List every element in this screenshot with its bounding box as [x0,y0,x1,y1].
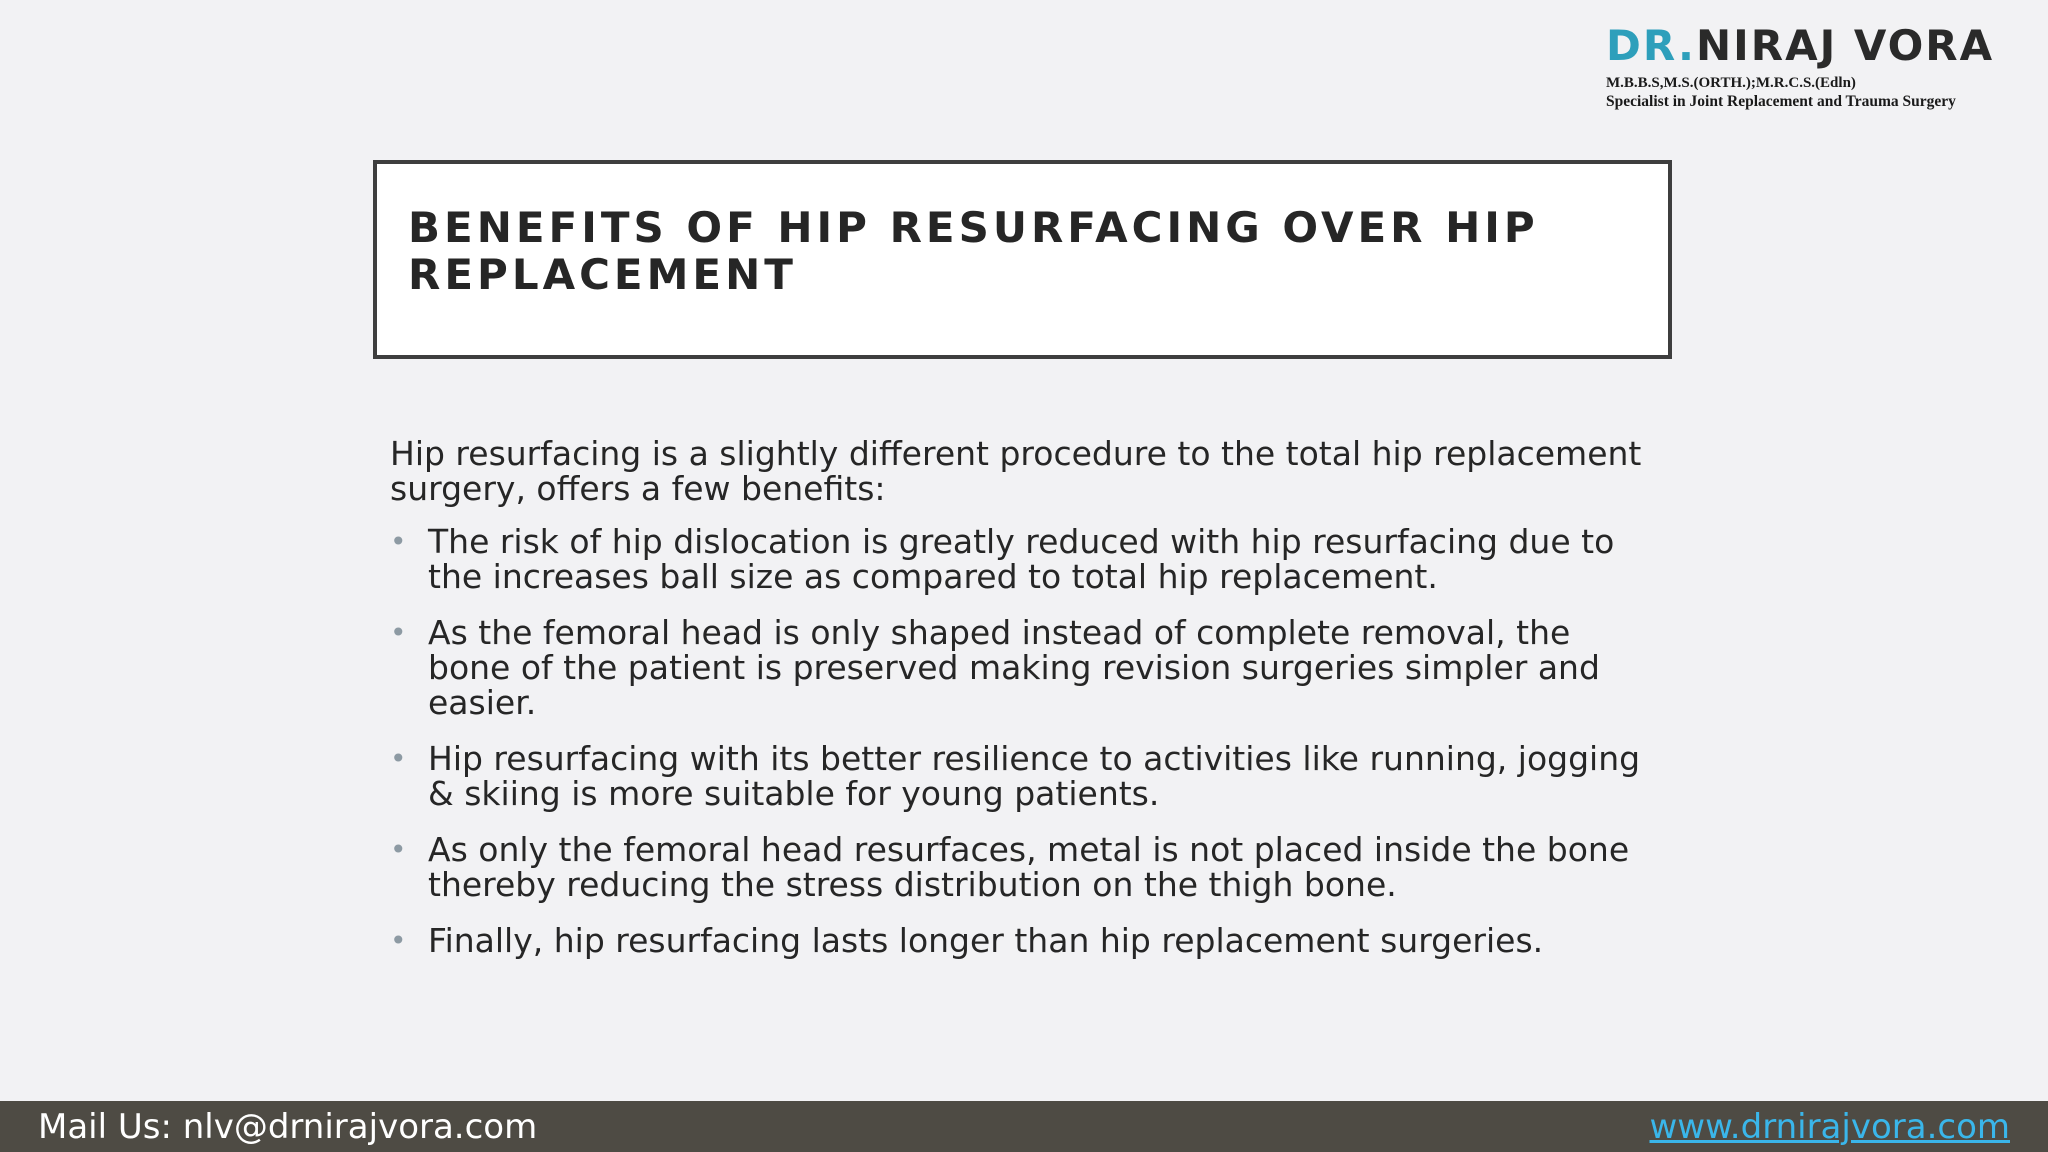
website-link[interactable]: www.drnirajvora.com [1649,1106,2010,1147]
bullet-text: Hip resurfacing with its better resilience to activities like running, jogging & skiing is more suitable for young patients. [428,739,1641,813]
bullet-dot-icon: • [390,742,407,775]
bullet-list [390,524,1660,958]
bullet-item [390,923,1660,958]
footer-mail: Mail Us: nlv@drnirajvora.com [38,1106,538,1147]
intro-text: Hip resurfacing is a slightly different procedure to the total hip replacement surgery, offers a few benefits: [390,434,1642,508]
bullet-text: The risk of hip dislocation is greatly reduced with hip resurfacing due to the increases ball size as compared to total hip replacement. [428,522,1615,596]
bullet-dot-icon: • [390,616,407,649]
bullet-item [390,615,1660,720]
logo [1606,22,2026,112]
bullet-dot-icon: • [390,833,407,866]
logo-name [1606,22,2026,70]
logo-surname: NIRAJ VORA [1695,21,1995,70]
logo-specialty: Specialist in Joint Replacement and Trauma Surgery [1606,93,1956,110]
bullet-item [390,524,1660,594]
bullet-item [390,741,1660,811]
bullet-dot-icon: • [390,525,407,558]
logo-prefix: DR. [1606,21,1696,70]
logo-qualifications: M.B.B.S,M.S.(ORTH.);M.R.C.S.(Edln) [1606,75,1856,91]
slide-content [390,436,1660,979]
bullet-item [390,832,1660,902]
bullet-dot-icon: • [390,924,407,957]
bullet-text: Finally, hip resurfacing lasts longer than hip replacement surgeries. [428,921,1544,960]
footer-bar [0,1101,2048,1152]
slide-title: BENEFITS OF HIP RESURFACING OVER HIP REPLACEMENT [408,203,1539,299]
bullet-text: As the femoral head is only shaped instead of complete removal, the bone of the patient is preserved making revision surgeries simpler and easier. [428,613,1600,722]
bullet-text: As only the femoral head resurfaces, metal is not placed inside the bone thereby reducing the stress distribution on the thigh bone. [428,830,1630,904]
title-box [373,160,1672,359]
